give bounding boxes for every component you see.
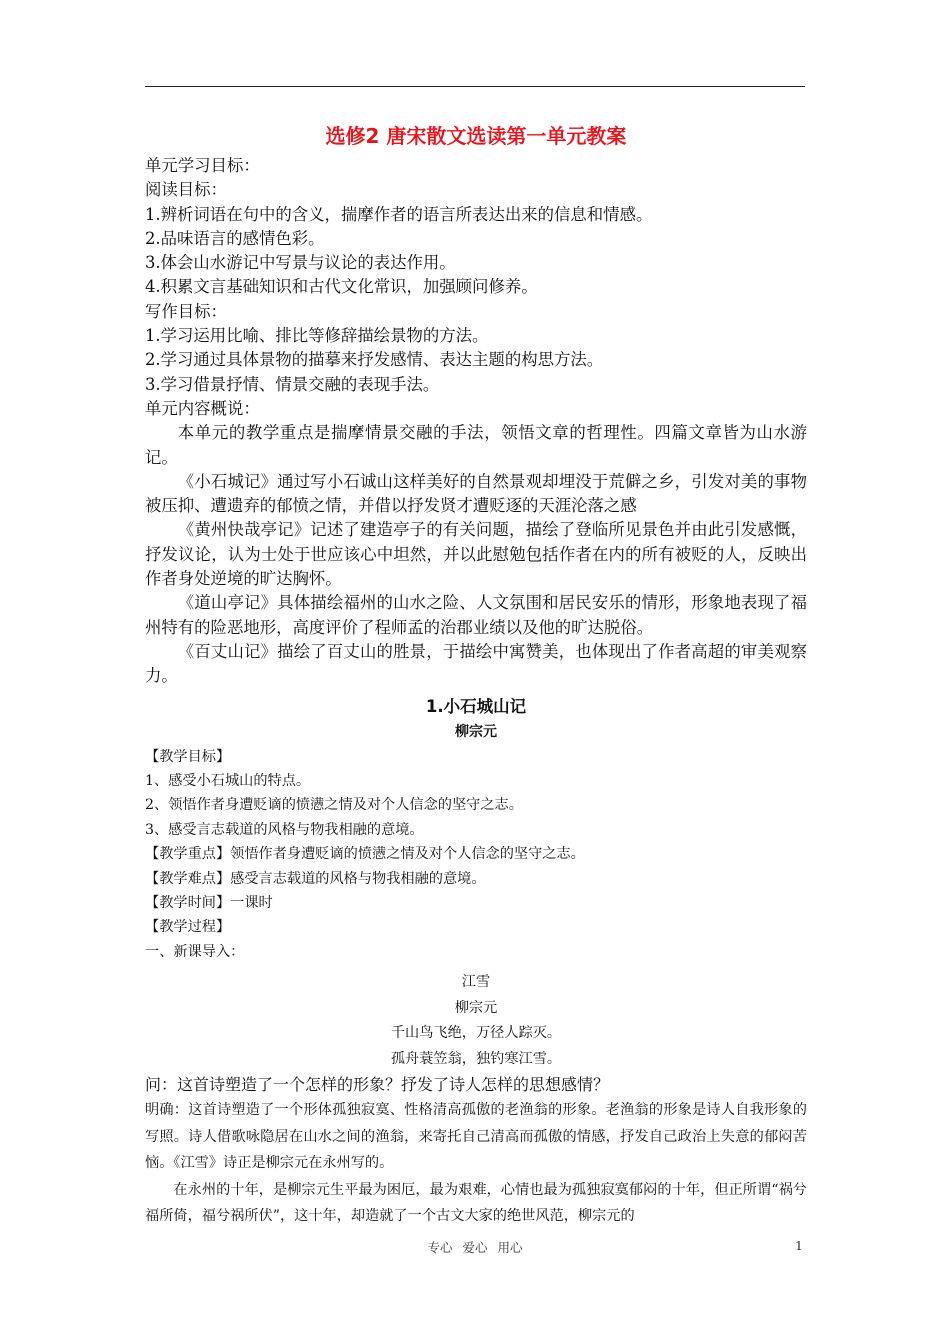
- continuation-paragraph: 在永州的十年，是柳宗元生平最为困厄，最为艰难，心情也最为孤独寂寞郁闷的十年，但正所谓“祸兮福所倚，福兮祸所伏”，这十年，却造就了一个古文大家的绝世风范，柳宗元的: [145, 1181, 807, 1225]
- reading-goal-item: 2.品味语言的感情色彩。: [145, 228, 325, 248]
- reading-goals-heading: 阅读目标：: [145, 180, 227, 200]
- overview-paragraph: 《道山亭记》具体描绘福州的山水之险、人文氛围和居民安乐的情形，形象地表现了福州特有的险恶地形，高度评价了程师孟的治郡业绩以及他的旷达脱俗。: [145, 593, 807, 637]
- overview-paragraph: 《百丈山记》描绘了百丈山的胜景，于描绘中寓赞美，也体现出了作者高超的审美观察力。: [145, 641, 807, 686]
- document-title: 选修2 唐宋散文选读第一单元教案: [325, 124, 627, 148]
- answer-paragraph: 明确：这首诗塑造了一个形体孤独寂寞、性格清高孤傲的老渔翁的形象。老渔翁的形象是诗人自我形象的写照。诗人借歌咏隐居在山水之间的渔翁，来寄托自己清高而孤傲的情感，抒发自己政治上失意的郁闷苦恼。《江雪》诗正是柳宗元在永州写的。: [145, 1102, 807, 1172]
- question: 问：这首诗塑造了一个怎样的形象？抒发了诗人怎样的思想感情？: [145, 1075, 610, 1095]
- teaching-goal-item: 2、领悟作者身遭贬谪的愤懑之情及对个人信念的坚守之志。: [145, 797, 523, 814]
- footer-slogan: 专心 爱心 用心: [427, 1240, 523, 1255]
- overview-paragraph: 《黄州快哉亭记》记述了建造亭子的有关问题，描绘了登临所见景色并由此引发感慨，抒发议论，认为士处于世应该心中坦然，并以此慰勉包括作者在内的所有被贬的人，反映出作者身处逆境的旷达胸怀。: [145, 520, 807, 589]
- overview-heading: 单元内容概说：: [145, 398, 260, 418]
- overview-paragraph: 《小石城记》通过写小石诚山这样美好的自然景观却埋没于荒僻之乡，引发对美的事物被压抑、遭遗弃的郁愤之情，并借以抒发贤才遭贬逐的天涯沦落之感: [145, 471, 807, 516]
- poem-author: 柳宗元: [454, 999, 498, 1016]
- reading-goal-item: 4.积累文言基础知识和古代文化常识，加强顾问修养。: [145, 277, 538, 297]
- teaching-time: 【教学时间】一课时: [145, 894, 273, 911]
- poem-title: 江雪: [461, 974, 491, 991]
- writing-goal-item: 3.学习借景抒情、情景交融的表现手法。: [145, 374, 440, 394]
- teaching-goal-item: 1、感受小石城山的特点。: [145, 772, 311, 789]
- unit-goals-heading: 单元学习目标：: [145, 156, 260, 175]
- page-content: [145, 118, 807, 1230]
- reading-goal-item: 1.辨析词语在句中的含义，揣摩作者的语言所表达出来的信息和情感。: [145, 204, 653, 224]
- teaching-goal-item: 3、感受言志载道的风格与物我相融的意境。: [145, 821, 424, 838]
- writing-goals-heading: 写作目标：: [145, 301, 227, 321]
- header-rule: [145, 86, 805, 87]
- teaching-key-point: 【教学重点】领悟作者身遭贬谪的愤懑之情及对个人信念的坚守之志。: [145, 846, 585, 863]
- overview-paragraph: 本单元的教学重点是揣摩情景交融的手法，领悟文章的哲理性。四篇文章皆为山水游记。: [145, 423, 807, 467]
- reading-goal-item: 3.体会山水游记中写景与议论的表达作用。: [145, 253, 456, 273]
- lesson-title: 1.小石城山记: [425, 696, 527, 716]
- lesson-author: 柳宗元: [455, 723, 497, 740]
- writing-goal-item: 1.学习运用比喻、排比等修辞描绘景物的方法。: [145, 326, 489, 346]
- poem-line: 孤舟蓑笠翁，独钓寒江雪。: [390, 1050, 562, 1067]
- teaching-difficulty: 【教学难点】感受言志载道的风格与物我相融的意境。: [145, 870, 486, 887]
- teaching-goals-label: 【教学目标】: [145, 748, 231, 765]
- page-number: 1: [795, 1238, 803, 1253]
- teaching-process-label: 【教学过程】: [145, 919, 231, 936]
- writing-goal-item: 2.学习通过具体景物的描摹来抒发感情、表达主题的构思方法。: [145, 350, 604, 370]
- intro-label: 一、新课导入：: [145, 943, 245, 960]
- poem-line: 千山鸟飞绝，万径人踪灭。: [390, 1025, 562, 1042]
